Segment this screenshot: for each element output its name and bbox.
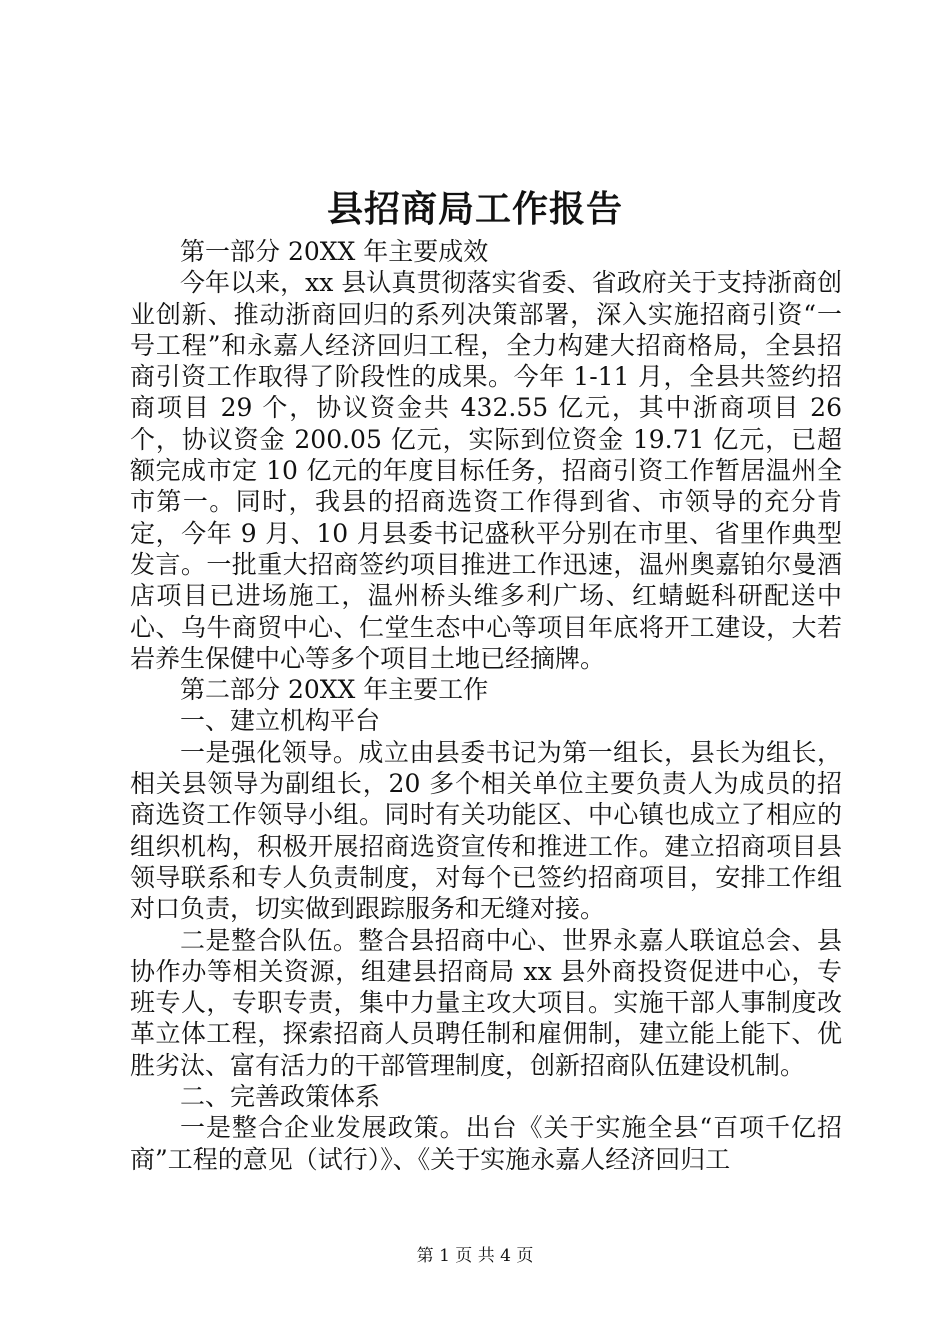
paragraph-achievements: 今年以来，xx 县认真贯彻落实省委、省政府关于支持浙商创业创新、推动浙商回归的系列决策部署，深入实施招商引资“一号工程”和永嘉人经济回归工程，全力构建大招商格局，全县招商引资工作取得了阶段性的成果。今年 1-11 月，全县共签约招商项目 29 个，协议资金共 432.55 亿元，其中浙商项目 26 个，协议资金 200.05 亿元，实际到位资金 19.71 亿元，已超额完成市定 10 亿元的年度目标任务，招商引资工作暂居温州全市第一。同时，我县的招商选资工作得到省、市领导的充分肯定，今年 9 月、10 月县委书记盛秋平分别在市里、省里作典型发言。一批重大招商签约项目推进工作迅速，温州奥嘉铂尔曼酒店项目已进场施工，温州桥头维多利广场、红蜻蜓科研配送中心、乌牛商贸中心、仁堂生态中心等项目年底将开工建设，大若岩养生保健中心等多个项目土地已经摘牌。: [130, 268, 842, 673]
document-body: [130, 236, 842, 1175]
document-title: 县招商局工作报告: [326, 188, 623, 230]
subheading-improve-policy: 二、完善政策体系: [180, 1082, 381, 1112]
section-heading-part-one: 第一部分 20XX 年主要成效: [180, 237, 489, 266]
paragraph-integrate-team: 二是整合队伍。整合县招商中心、世界永嘉人联谊总会、县协作办等相关资源，组建县招商局 xx 县外商投资促进中心，专班专人，专职专责，集中力量主攻大项目。实施干部人事制度改革立体工程，探索招商人员聘任制和雇佣制，建立能上能下、优胜劣汰、富有活力的干部管理制度，创新招商队伍建设机制。: [130, 925, 842, 1080]
section-heading-part-two: 第二部分 20XX 年主要工作: [180, 675, 489, 705]
paragraph-integrate-policies: 一是整合企业发展政策。出台《关于实施全县“百项千亿招商”工程的意见（试行）》、《关于实施永嘉人经济回归工: [130, 1113, 842, 1174]
subheading-establish-platform: 一、建立机构平台: [180, 706, 381, 736]
page-footer: 第 1 页 共 4 页: [416, 1246, 534, 1266]
paragraph-strengthen-leadership: 一是强化领导。成立由县委书记为第一组长，县长为组长，相关县领导为副组长，20 多个相关单位主要负责人为成员的招商选资工作领导小组。同时有关功能区、中心镇也成立了相应的组织机构，积极开展招商选资宣传和推进工作。建立招商项目县领导联系和专人负责制度，对每个已签约招商项目，安排工作组对口负责，切实做到跟踪服务和无缝对接。: [130, 737, 842, 924]
